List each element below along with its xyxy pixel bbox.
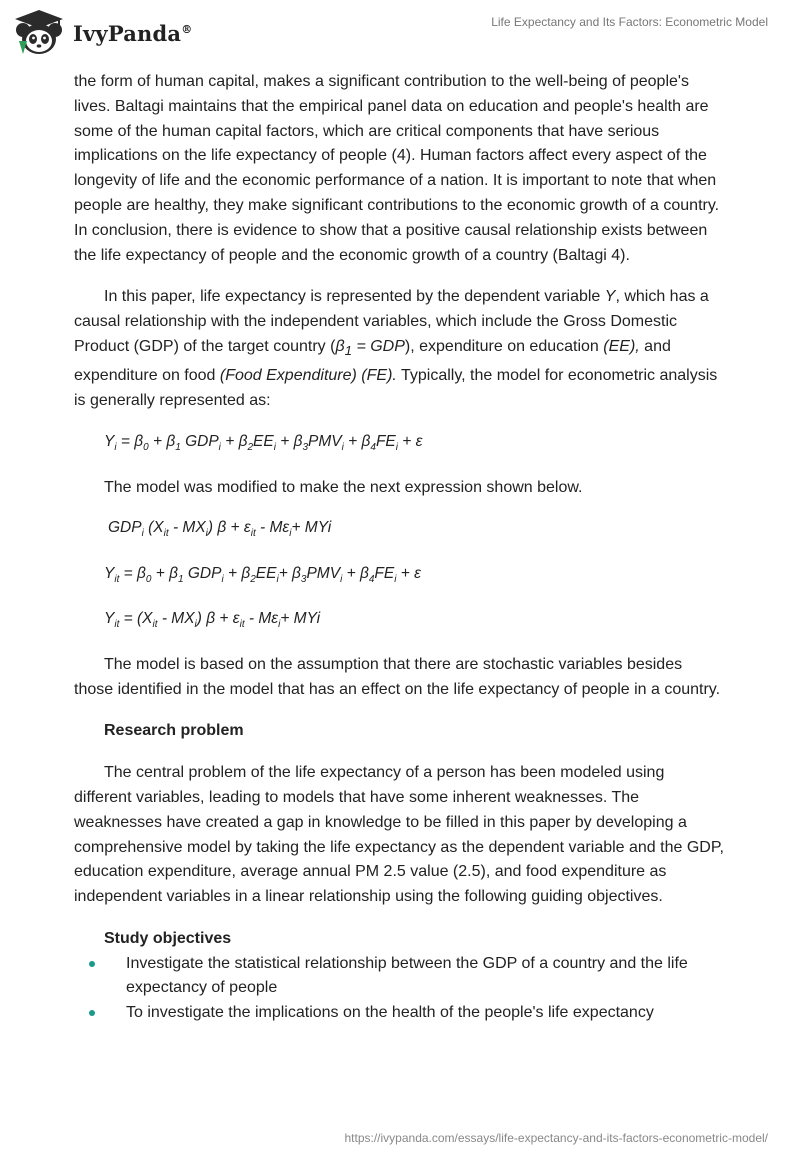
- objectives-list: [74, 952, 724, 1026]
- paragraph: The central problem of the life expectancy of a person has been modeled using different variables, leading to models that have some inherent weaknesses. The weaknesses have created a gap in knowledge to be filled in this paper by developing a comprehensive model by taking the life expectancy as the dependent variable and the GDP, education expenditure, average annual PM 2.5 value (2.5), and food expenditure as independent variables in a linear relationship using the following guiding objectives.: [74, 764, 724, 906]
- paragraph: In this paper, life expectancy is represented by the dependent variable Y, which has a causal relationship with the independent variables, which include the Gross Domestic Product (GDP) of the target country $(\beta_1 = GDP)$, expenditure on education (EE), and expenditure on food (Food Expenditure) (FE). Typically, the model for econometric analysis is generally represented as:: [74, 288, 718, 409]
- source-url[interactable]: https://ivypanda.com/essays/life-expectancy-and-its-factors-econometric-model/: [344, 1131, 768, 1145]
- paragraph: The model was modified to make the next expression shown below.: [104, 478, 583, 496]
- document-title: Life Expectancy and Its Factors: Econometric Model: [491, 15, 768, 29]
- bullet-icon: [89, 961, 95, 967]
- section-heading: Study objectives: [104, 929, 232, 947]
- panda-graduate-icon: [13, 8, 65, 58]
- paragraph: the form of human capital, makes a significant contribution to the well-being of people's lives. Baltagi maintains that the empirical panel data on education and people's health are some of the human capital factors, which are critical components that have serious implications on the life expectancy of people (4). Human factors affect every aspect of the longevity of life and the economic performance of a nation. It is important to note that when people are healthy, they make significant contributions to the economic growth of a country. In conclusion, there is evidence to show that a positive causal relationship exists between the life expectancy of people and the economic growth of a country (Baltagi 4).: [74, 73, 720, 264]
- page-header: [0, 0, 800, 64]
- equation-gdp: $GDP_i$ $(X_{it} - MX_i) \beta + \varepsilon_{it} - M\varepsilon_i+$ MYi: [108, 519, 332, 540]
- brand-name: IvyPanda®: [73, 20, 193, 46]
- list-item: Investigate the statistical relationship between the GDP of a country and the life expectancy of people: [74, 952, 724, 1002]
- equation-model: $Y_i = \beta_0 + \beta_1$ $GDP_i + \beta_2EE_i + \beta_3PMV_i + \beta_4FE_i + \varepsilon$: [104, 432, 423, 453]
- list-item: To investigate the implications on the health of the people's life expectancy: [74, 1001, 724, 1026]
- section-heading: Research problem: [104, 722, 244, 740]
- article-body: [74, 70, 724, 1026]
- logo[interactable]: [13, 8, 192, 58]
- equation-within: $Y_{it} = (X_{it} - MX_i) \beta + \varepsilon_{it} - M\varepsilon_i+$ MYi: [104, 609, 321, 630]
- bullet-icon: [89, 1010, 95, 1016]
- equation-panel-model: $Y_{it} = \beta_0 + \beta_1$ $GDP_i + \beta_2EE_i+ \beta_3PMV_i + \beta_4FE_i + \varepsilon$: [104, 564, 421, 585]
- paragraph: The model is based on the assumption that there are stochastic variables besides those identified in the model that has an effect on the life expectancy of people in a country.: [74, 655, 721, 698]
